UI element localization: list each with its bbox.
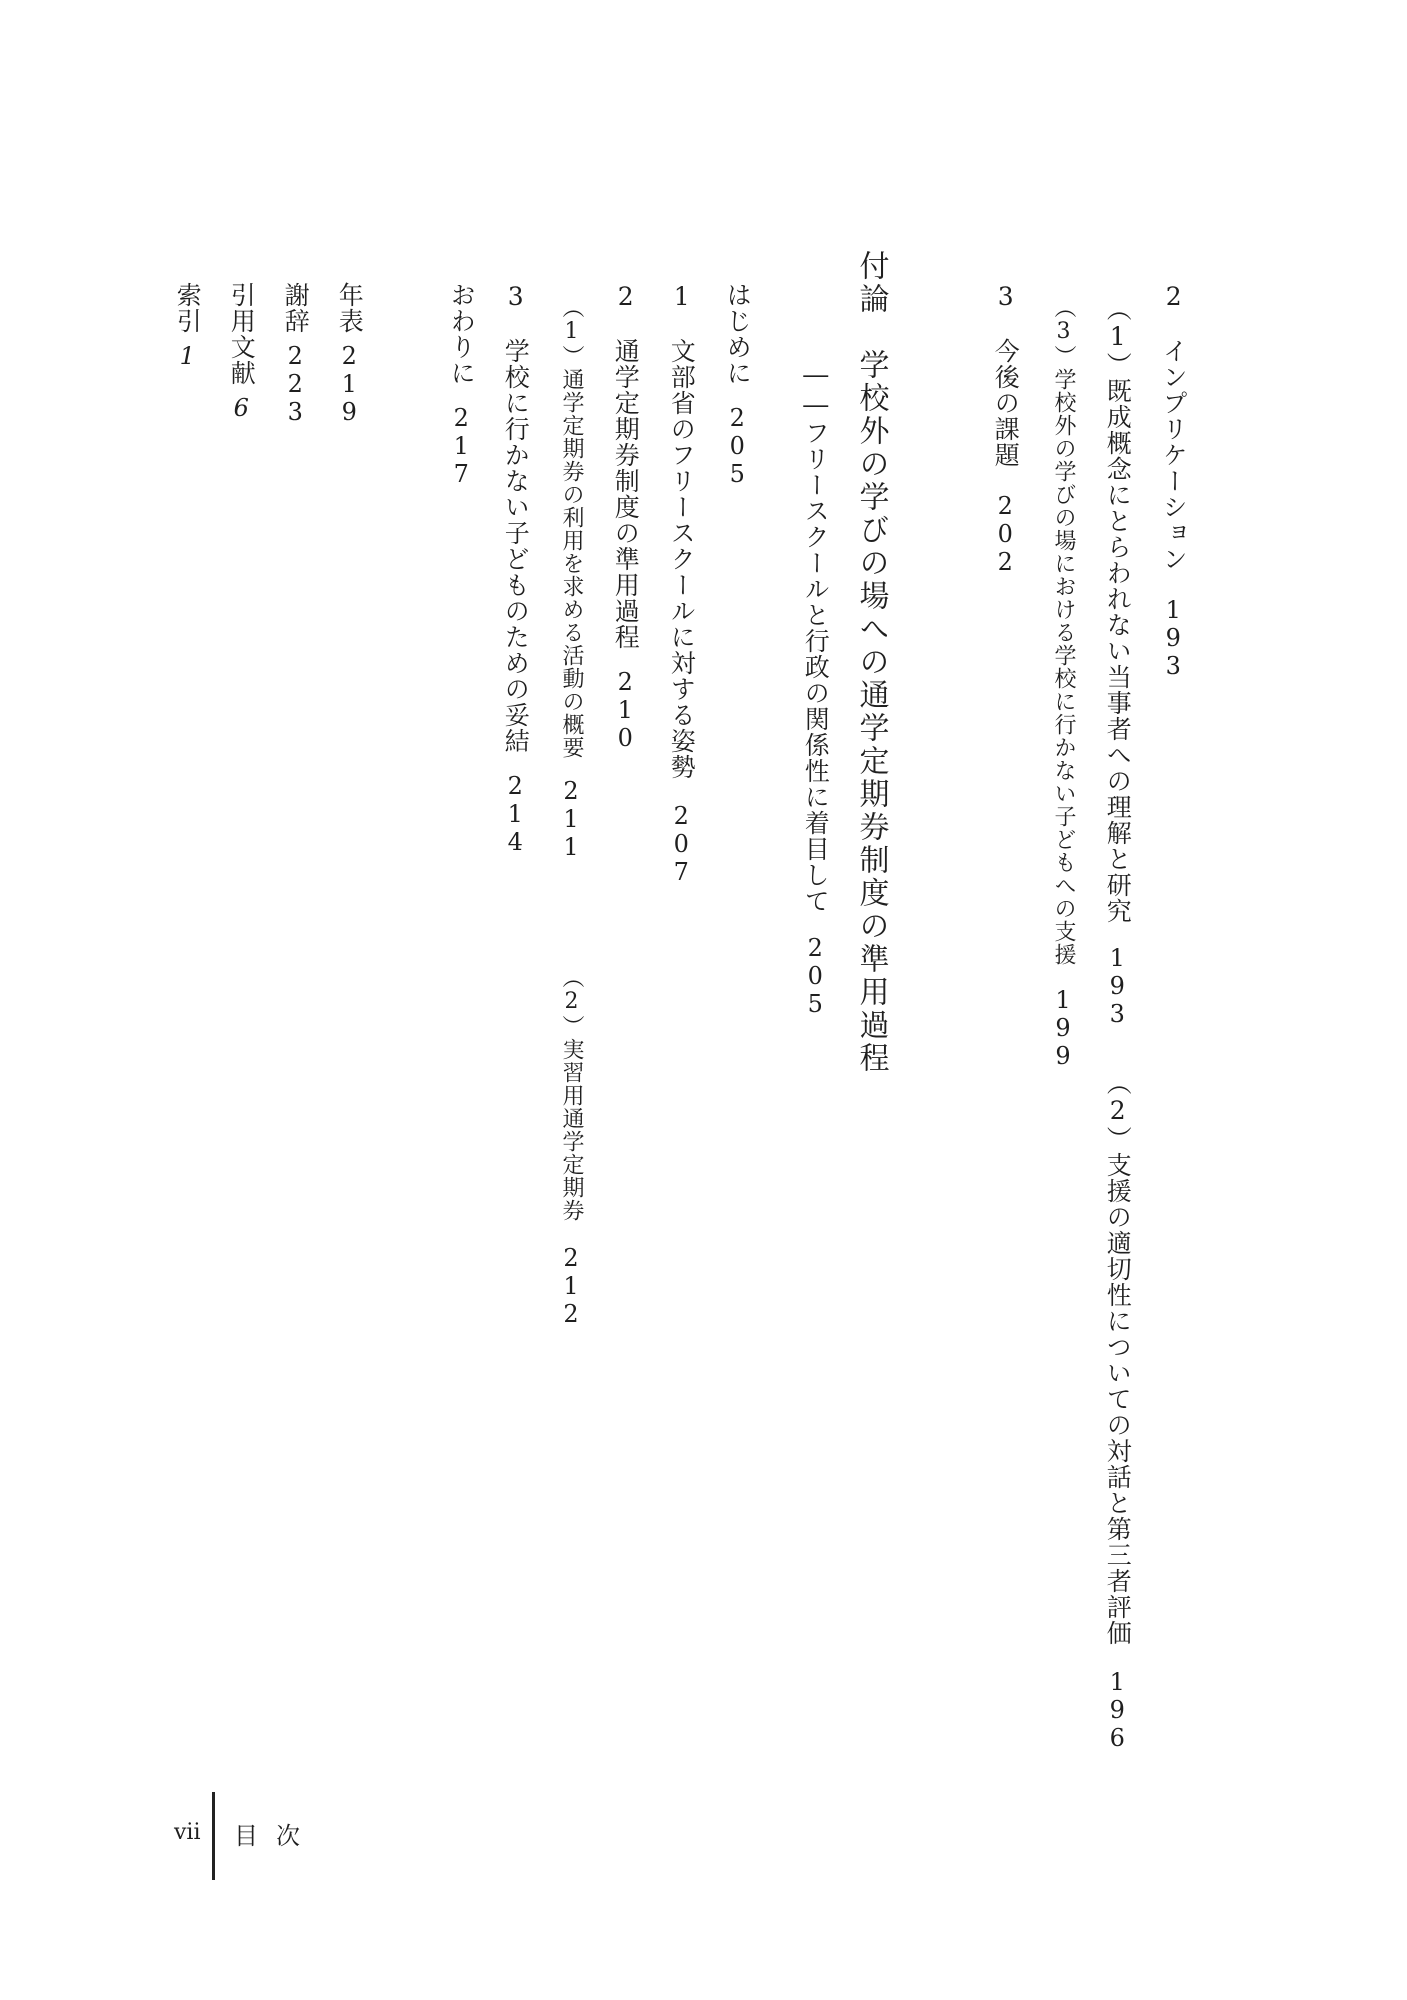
toc-entry-label: 索引 bbox=[173, 282, 203, 334]
toc-entry-index bbox=[172, 282, 203, 370]
toc-entry-introduction bbox=[722, 282, 753, 488]
toc-entry-label: （1）既成概念にとらわれない当事者への理解と研究 bbox=[1103, 296, 1133, 924]
toc-entry-references bbox=[226, 282, 257, 422]
toc-entry-label: 3 学校に行かない子どものための妥結 bbox=[501, 282, 531, 754]
toc-entry-label: はじめに bbox=[723, 282, 753, 386]
toc-entry-page: 193 bbox=[1103, 944, 1132, 1028]
toc-entry-implication bbox=[1158, 282, 1189, 680]
toc-entry-label: （3）学校外の学びの場における学校に行かない子どもへの支援 bbox=[1051, 296, 1076, 966]
toc-entry-page: 6 bbox=[227, 394, 256, 422]
appendix-subtitle: ――フリースクールと行政の関係性に着目して205 bbox=[801, 360, 831, 1018]
toc-entry-page: 212 bbox=[557, 1244, 585, 1328]
toc-entry-label: 2 通学定期券制度の準用過程 bbox=[611, 282, 641, 650]
toc-entry-page: 205 bbox=[801, 934, 830, 1018]
toc-entry-3 bbox=[500, 282, 531, 856]
toc-entry-label: 3 今後の課題 bbox=[991, 282, 1021, 468]
toc-entry-1-3 bbox=[1048, 296, 1078, 1070]
toc-entry-1-2 bbox=[1102, 1070, 1133, 1752]
toc-entry-page: 205 bbox=[723, 404, 752, 488]
toc-entry-label: （2）実習用通学定期券 bbox=[559, 966, 584, 1222]
toc-entry-label: 2 インプリケーション bbox=[1159, 282, 1189, 572]
toc-entry-chronology bbox=[334, 282, 365, 426]
toc-entry-page: 211 bbox=[557, 777, 585, 861]
toc-entry-page: 210 bbox=[611, 668, 640, 752]
toc-entry-page: 217 bbox=[447, 404, 476, 488]
toc-entry-2-2 bbox=[556, 966, 586, 1328]
toc-entry-acknowledgements bbox=[280, 282, 311, 426]
toc-entry-label: （1）通学定期券の利用を求める活動の概要 bbox=[559, 296, 584, 759]
footer-running-title: 目次 bbox=[234, 1822, 318, 1850]
toc-entry-page: 196 bbox=[1103, 1668, 1132, 1752]
toc-entry-page: 214 bbox=[501, 772, 530, 856]
toc-entry-label: 1 文部省のフリースクールに対する姿勢 bbox=[667, 282, 697, 780]
toc-entry-label: 引用文献 bbox=[227, 282, 257, 386]
toc-entry-page: 1 bbox=[173, 342, 202, 370]
toc-entry-label: 謝辞 bbox=[281, 282, 311, 334]
toc-entry-page: 199 bbox=[1049, 986, 1077, 1070]
toc-entry-1 bbox=[666, 282, 697, 886]
toc-entry-1-1 bbox=[1102, 296, 1133, 1028]
toc-entry-2-1 bbox=[556, 296, 586, 861]
toc-entry-page: 219 bbox=[335, 342, 364, 426]
toc-entry-conclusion bbox=[446, 282, 477, 488]
toc-entry-page: 202 bbox=[991, 492, 1020, 576]
footer-rule bbox=[212, 1792, 215, 1880]
toc-entry-label: （2）支援の適切性についての対話と第三者評価 bbox=[1103, 1070, 1133, 1646]
footer-page-number: vii bbox=[174, 1820, 201, 1845]
toc-entry-2 bbox=[610, 282, 641, 752]
toc-entry-page: 223 bbox=[281, 342, 310, 426]
toc-entry-label: おわりに bbox=[447, 282, 477, 386]
toc-entry-page: 193 bbox=[1159, 596, 1188, 680]
toc-entry-label: 年表 bbox=[335, 282, 365, 334]
appendix-title: 付論 学校外の学びの場への通学定期券制度の準用過程 bbox=[853, 250, 889, 1075]
toc-entry-page: 207 bbox=[667, 802, 696, 886]
toc-entry-future-issues bbox=[990, 282, 1021, 576]
